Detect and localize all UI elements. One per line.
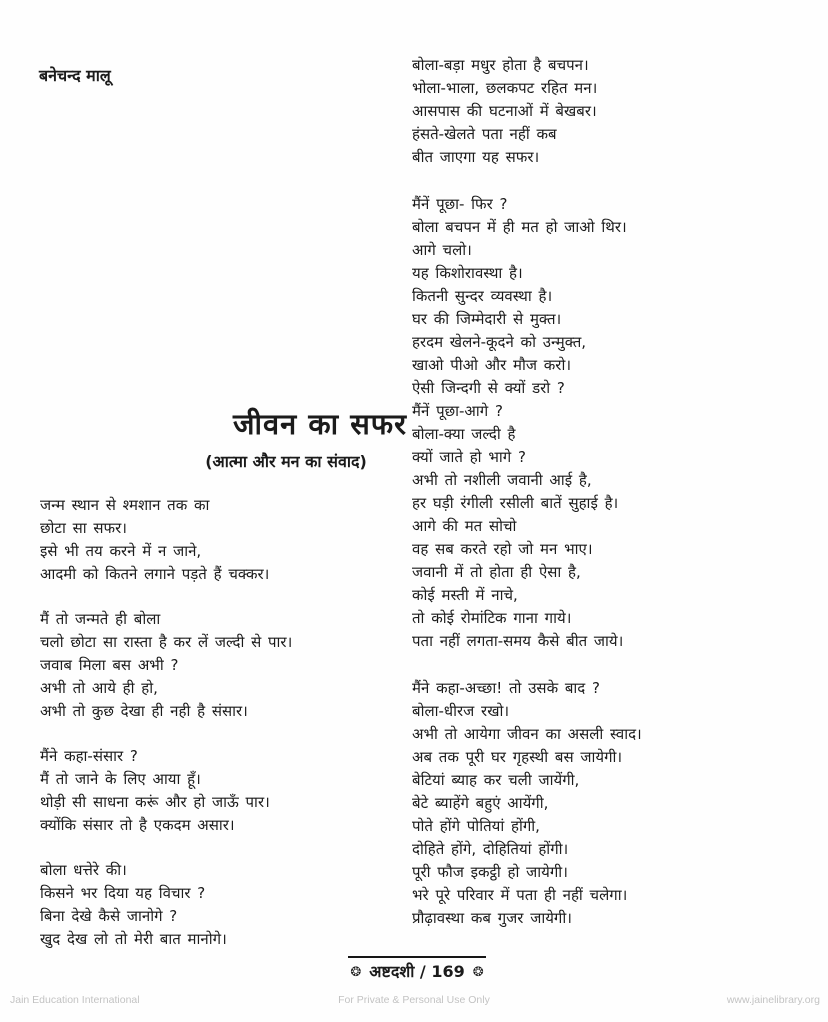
poem-line: बोला बचपन में ही मत हो जाओ थिर। — [412, 218, 627, 236]
poem-line: बीत जाएगा यह सफर। — [412, 148, 540, 166]
credit-website: www.jainelibrary.org — [726, 994, 820, 1006]
poem-line: खाओ पीओ और मौज करो। — [412, 356, 572, 374]
poem-stanza — [412, 54, 812, 169]
poem-line: वह सब करते रहो जो मन भाए। — [412, 540, 593, 558]
poem-line: क्योंकि संसार तो है एकदम असार। — [40, 816, 235, 834]
right-poem-column — [412, 54, 812, 930]
poem-line: आगे की मत सोचो — [412, 517, 517, 535]
flower-ornament-icon: ❂ — [472, 965, 484, 980]
poem-line: चलो छोटा सा रास्ता है कर लें जल्दी से पार। — [40, 633, 293, 651]
credit-publisher: Jain Education International — [10, 994, 140, 1006]
poem-line: बोला-बड़ा मधुर होता है बचपन। — [412, 56, 589, 74]
poem-line: आसपास की घटनाओं में बेखबर। — [412, 102, 597, 120]
poem-line: बेटे ब्याहेंगे बहुएं आयेंगी, — [412, 794, 549, 812]
poem-line: भरे पूरे परिवार में पता ही नहीं चलेगा। — [412, 886, 628, 904]
poem-line: पोते होंगे पोतियां होंगी, — [412, 817, 540, 835]
page-footer — [0, 956, 828, 982]
poem-line: खुद देख लो तो मेरी बात मानोगे। — [40, 930, 227, 948]
poem-line: तो कोई रोमांटिक गाना गाये। — [412, 609, 572, 627]
poem-line: अब तक पूरी घर गृहस्थी बस जायेगी। — [412, 748, 623, 766]
poem-line: बोला-क्या जल्दी है — [412, 425, 516, 443]
section-page-label: अष्टदशी / 169 — [369, 962, 465, 981]
poem-line: मैं तो जन्मते ही बोला — [40, 610, 161, 628]
footer-page-number-line — [3, 960, 828, 982]
poem-stanza — [412, 193, 812, 653]
poem-line: आगे चलो। — [412, 241, 472, 259]
poem-line: थोड़ी सी साधना करूं और हो जाऊँ पार। — [40, 793, 270, 811]
poem-line: प्रौढ़ावस्था कब गुजर जायेगी। — [412, 909, 572, 927]
poem-line: यह किशोरावस्था है। — [412, 264, 523, 282]
author-name: बनेचन्द मालू — [39, 66, 111, 85]
poem-line: बोला धत्तेरे की। — [40, 861, 127, 879]
poem-stanza — [40, 859, 412, 951]
poem-line: ऐसी जिन्दगी से क्यों डरो ? — [412, 379, 565, 397]
poem-line: दोहिते होंगे, दोहितियां होंगी। — [412, 840, 569, 858]
poem-line: इसे भी तय करने में न जाने, — [40, 542, 202, 560]
poem-line: पता नहीं लगता-समय कैसे बीत जाये। — [412, 632, 624, 650]
poem-line: बोला-धीरज रखो। — [412, 702, 510, 720]
poem-line: मैंने कहा-संसार ? — [40, 747, 138, 765]
poem-line: जन्म स्थान से श्मशान तक का — [40, 496, 210, 514]
poem-line: हंसते-खेलते पता नहीं कब — [412, 125, 557, 143]
poem-line: मैंनें पूछा-आगे ? — [412, 402, 503, 420]
poem-line: जवाब मिला बस अभी ? — [40, 656, 179, 674]
poem-line: अभी तो नशीली जवानी आई है, — [412, 471, 592, 489]
poem-line: कोई मस्ती में नाचे, — [412, 586, 518, 604]
left-poem-column — [40, 494, 412, 951]
poem-subtitle: (आत्मा और मन का संवाद) — [205, 452, 367, 471]
poem-line: मैंने कहा-अच्छा! तो उसके बाद ? — [412, 679, 601, 697]
poem-line: हर घड़ी रंगीली रसीली बातें सुहाई है। — [412, 494, 619, 512]
credit-usage-notice: For Private & Personal Use Only — [338, 994, 490, 1006]
poem-line: अभी तो आये ही हो, — [40, 679, 158, 697]
poem-line: क्यों जाते हो भागे ? — [412, 448, 526, 466]
poem-line: कितनी सुन्दर व्यवस्था है। — [412, 287, 553, 305]
poem-line: मैं तो जाने के लिए आया हूँ। — [40, 770, 201, 788]
poem-line: पूरी फौज इकट्ठी हो जायेगी। — [412, 863, 568, 881]
poem-stanza — [40, 494, 412, 586]
poem-line: जवानी में तो होता ही ऐसा है, — [412, 563, 581, 581]
poem-stanza — [412, 677, 812, 930]
poem-line: मैंनें पूछा- फिर ? — [412, 195, 508, 213]
poem-line: भोला-भाला, छलकपट रहित मन। — [412, 79, 598, 97]
poem-line: हरदम खेलने-कूदने को उन्मुक्त, — [412, 333, 587, 351]
poem-line: अभी तो कुछ देखा ही नही है संसार। — [40, 702, 248, 720]
poem-line: आदमी को कितने लगाने पड़ते हैं चक्कर। — [40, 565, 270, 583]
poem-line: किसने भर दिया यह विचार ? — [40, 884, 206, 902]
poem-title: जीवन का सफर — [232, 407, 408, 441]
poem-line: बेटियां ब्याह कर चली जायेंगी, — [412, 771, 580, 789]
poem-line: अभी तो आयेगा जीवन का असली स्वाद। — [412, 725, 642, 743]
poem-line: छोटा सा सफर। — [40, 519, 127, 537]
poem-line: बिना देखे कैसे जानोगे ? — [40, 907, 178, 925]
footer-divider — [348, 956, 486, 958]
poem-line: घर की जिम्मेदारी से मुक्त। — [412, 310, 562, 328]
poem-stanza — [40, 608, 412, 723]
flower-ornament-icon: ❂ — [350, 965, 362, 980]
poem-stanza — [40, 745, 412, 837]
